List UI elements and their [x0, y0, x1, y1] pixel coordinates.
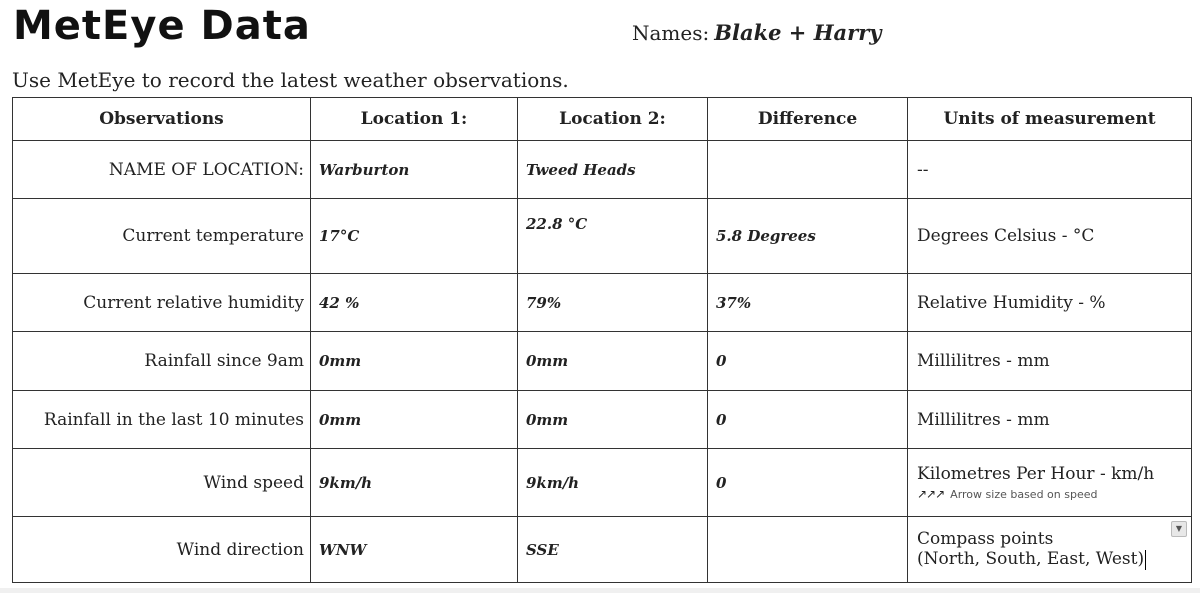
instruction-text: Use MetEye to record the latest weather observations.	[12, 68, 569, 92]
header-observations: Observations	[13, 98, 311, 141]
table-row	[13, 274, 1192, 332]
header-location-1: Location 1:	[311, 98, 518, 141]
speed-arrows-icon: ↗↗↗	[917, 487, 945, 501]
observations-table	[12, 97, 1192, 583]
header-units: Units of measurement	[908, 98, 1192, 141]
location-1-cell[interactable]: 0mm	[311, 332, 518, 391]
location-2-cell[interactable]: Tweed Heads	[518, 141, 708, 199]
difference-cell[interactable]: 0	[708, 332, 908, 391]
table-row	[13, 517, 1192, 583]
location-2-cell[interactable]: 0mm	[518, 391, 708, 449]
bottom-divider	[0, 588, 1200, 593]
row-label: NAME OF LOCATION:	[13, 141, 311, 199]
units-cell[interactable]: --	[908, 141, 1192, 199]
difference-cell[interactable]: 37%	[708, 274, 908, 332]
names-value[interactable]: Blake + Harry	[714, 20, 882, 45]
table-row	[13, 391, 1192, 449]
header-difference: Difference	[708, 98, 908, 141]
table-row	[13, 449, 1192, 517]
names-label: Names:	[632, 21, 710, 45]
location-1-cell[interactable]: WNW	[311, 517, 518, 583]
row-label: Wind direction	[13, 517, 311, 583]
location-1-cell[interactable]: 42 %	[311, 274, 518, 332]
units-text: Kilometres Per Hour - km/h	[917, 464, 1155, 484]
location-1-cell[interactable]: Warburton	[311, 141, 518, 199]
difference-cell[interactable]	[708, 517, 908, 583]
row-label: Current relative humidity	[13, 274, 311, 332]
location-2-cell[interactable]: 79%	[518, 274, 708, 332]
row-label: Current temperature	[13, 199, 311, 274]
table-row	[13, 199, 1192, 274]
table-header-row	[13, 98, 1192, 141]
row-label: Wind speed	[13, 449, 311, 517]
units-text: Compass points	[917, 529, 1054, 550]
units-note	[917, 487, 1183, 501]
difference-cell[interactable]	[708, 141, 908, 199]
difference-cell[interactable]: 0	[708, 391, 908, 449]
header-location-2: Location 2:	[518, 98, 708, 141]
table-row	[13, 141, 1192, 199]
units-cell[interactable]	[908, 449, 1192, 517]
location-2-cell[interactable]: 9km/h	[518, 449, 708, 517]
location-2-cell[interactable]: 22.8 °C	[518, 199, 708, 274]
difference-cell[interactable]: 5.8 Degrees	[708, 199, 908, 274]
row-label: Rainfall since 9am	[13, 332, 311, 391]
location-2-cell[interactable]: 0mm	[518, 332, 708, 391]
chevron-down-icon[interactable]: ▼	[1171, 521, 1187, 537]
difference-cell[interactable]: 0	[708, 449, 908, 517]
units-cell[interactable]: Millilitres - mm	[908, 332, 1192, 391]
row-label: Rainfall in the last 10 minutes	[13, 391, 311, 449]
units-text-line2: (North, South, East, West)	[917, 549, 1145, 570]
location-1-cell[interactable]: 17°C	[311, 199, 518, 274]
location-2-cell[interactable]: SSE	[518, 517, 708, 583]
units-cell[interactable]: Relative Humidity - %	[908, 274, 1192, 332]
text-cursor	[1145, 550, 1146, 570]
units-cell[interactable]: Degrees Celsius - °C	[908, 199, 1192, 274]
units-cell[interactable]: Millilitres - mm	[908, 391, 1192, 449]
location-1-cell[interactable]: 0mm	[311, 391, 518, 449]
location-1-cell[interactable]: 9km/h	[311, 449, 518, 517]
table-row	[13, 332, 1192, 391]
arrow-note-text: Arrow size based on speed	[950, 488, 1098, 501]
page-title: MetEye Data	[13, 3, 311, 49]
units-cell[interactable]	[908, 517, 1192, 583]
names-line	[632, 20, 881, 45]
